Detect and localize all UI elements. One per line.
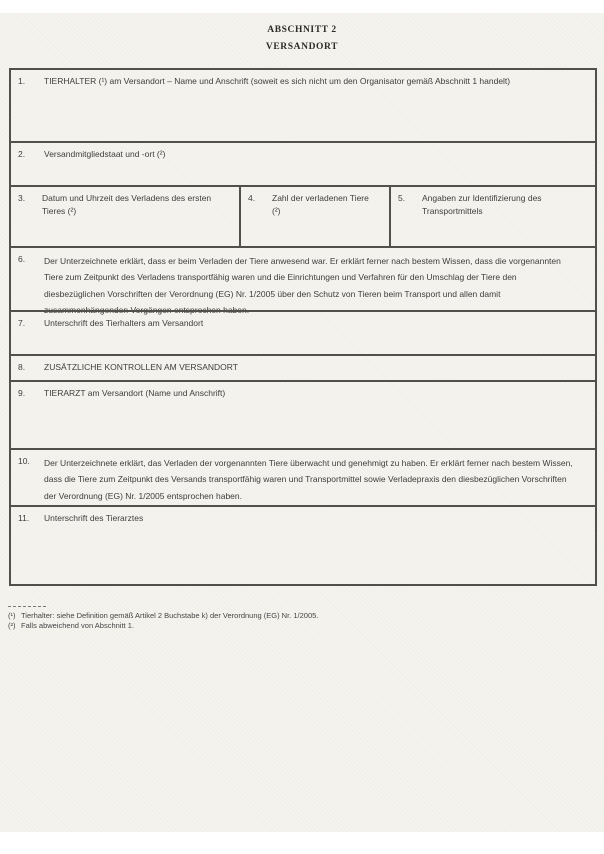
form-row-tierhalter — [11, 70, 595, 141]
footnote-text: Tierhalter: siehe Definition gemäß Artikel 2 Buchstabe k) der Verordnung (EG) Nr. 1/2005. — [21, 611, 319, 620]
document-header — [0, 22, 604, 56]
item-label-transportmittel: Angaben zur Identifizierung des Transportmittels — [422, 193, 542, 216]
item-number: 6. — [18, 254, 26, 264]
section-subheading: VERSANDORT — [265, 42, 339, 52]
form-row-erklaerung-tierhalter — [11, 246, 595, 316]
item-label-datum-uhrzeit: Datum und Uhrzeit des Verladens des ersten Tieres (²) — [42, 193, 212, 216]
item-number: 9. — [18, 388, 26, 398]
cell-transportmittel — [389, 187, 595, 246]
section-heading: ABSCHNITT 2 — [267, 25, 337, 35]
cell-datum-uhrzeit — [11, 187, 239, 246]
item-label-zusaetzliche-kontrollen: ZUSÄTZLICHE KONTROLLEN AM VERSANDORT — [44, 362, 238, 372]
item-label-unterschrift-tierhalter: Unterschrift des Tierhalters am Versandort — [44, 318, 204, 328]
footnotes — [8, 606, 318, 631]
scan-edge-bottom — [0, 832, 604, 854]
footnote-marker: (¹) — [8, 611, 16, 620]
item-declaration-tierarzt: Der Unterzeichnete erklärt, das Verladen der vorgenannten Tiere überwacht und genehmigt zu haben. Er erklärt ferner nach bestem Wissen, dass die Tiere zum Zeitpunkt des Versands transportfähig waren und Transportmittel sowie Verladepraxis den diesbezüglichen Vorschriften der Verordnung (EG) Nr. 1/2005 entsprochen haben. — [44, 458, 573, 501]
form-table — [9, 68, 597, 586]
item-number: 3. — [18, 193, 26, 203]
cell-zahl-tiere — [239, 187, 389, 246]
footnote-1 — [8, 611, 318, 621]
form-row-tierarzt — [11, 380, 595, 448]
item-number: 8. — [18, 362, 26, 372]
item-number: 7. — [18, 318, 26, 328]
footnote-marker: (²) — [8, 621, 16, 630]
item-number: 11. — [18, 513, 30, 523]
form-row-verladung-details — [11, 185, 595, 246]
item-label-tierarzt: TIERARZT am Versandort (Name und Anschrift) — [44, 388, 226, 398]
form-row-unterschrift-tierhalter — [11, 310, 595, 354]
item-label-zahl-tiere: Zahl der verladenen Tiere (²) — [272, 193, 369, 216]
form-row-erklaerung-tierarzt — [11, 448, 595, 505]
item-label-unterschrift-tierarzt: Unterschrift des Tierarztes — [44, 513, 144, 523]
footnote-divider — [8, 606, 46, 607]
item-label-tierhalter: TIERHALTER (¹) am Versandort – Name und Anschrift (soweit es sich nicht um den Organisator gemäß Abschnitt 1 handelt) — [44, 76, 511, 86]
item-number: 10. — [18, 456, 30, 466]
footnote-text: Falls abweichend von Abschnitt 1. — [21, 621, 134, 630]
item-number: 4. — [248, 193, 256, 203]
item-number: 1. — [18, 76, 26, 86]
item-declaration-tierhalter: Der Unterzeichnete erklärt, dass er beim Verladen der Tiere anwesend war. Er erklärt ferner nach bestem Wissen, dass die vorgenannten Tiere zum Zeitpunkt des Verladens transportfähig waren und die Einrichtungen und Verfahren für den Umschlag der Tiere den diesbezüglichen Vorschriften der Verordnung (EG) Nr. 1/2005 über den Schutz von Tieren beim Transport und allen damit zusammenhängenden Vorgängen entsprochen haben. — [44, 256, 561, 316]
item-number: 2. — [18, 149, 26, 159]
form-row-unterschrift-tierarzt — [11, 505, 595, 584]
form-row-versandmitgliedstaat — [11, 141, 595, 185]
item-number: 5. — [398, 193, 406, 203]
item-label-versandmitgliedstaat: Versandmitgliedstaat und -ort (²) — [44, 149, 166, 159]
form-row-zusaetzliche-kontrollen — [11, 354, 595, 380]
scan-edge-top — [0, 0, 604, 13]
footnote-2 — [8, 621, 318, 631]
